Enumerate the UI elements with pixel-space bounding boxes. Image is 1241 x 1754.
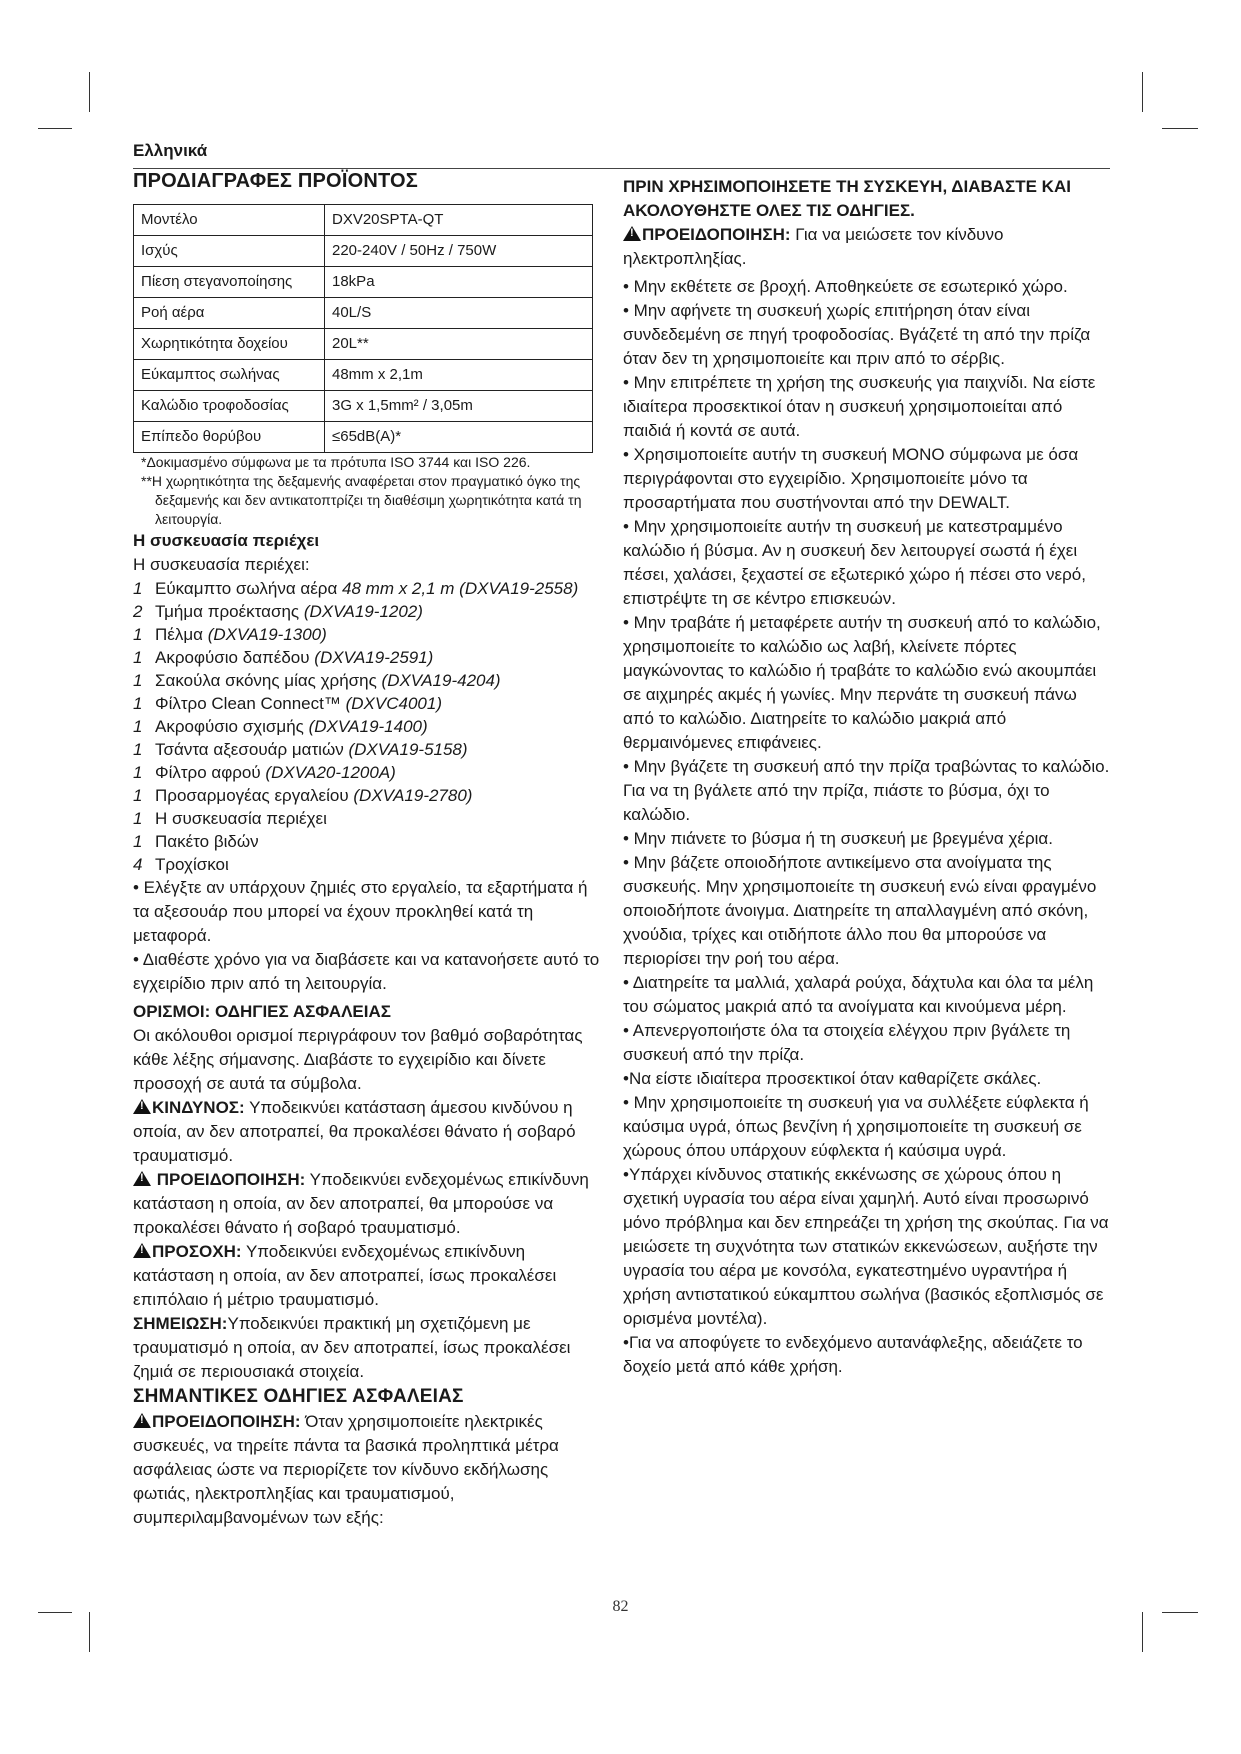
package-list	[133, 577, 608, 876]
crop-mark	[89, 1612, 90, 1652]
list-item: 1 Τσάντα αξεσουάρ ματιών (DXVA19-5158)	[133, 740, 468, 759]
definitions-title: ΟΡΙΣΜΟΙ: ΟΔΗΓΙΕΣ ΑΣΦΑΛΕΙΑΣ	[133, 1002, 391, 1021]
crop-mark	[1142, 1612, 1143, 1652]
list-item: 1 Προσαρμογέας εργαλείου (DXVA19-2780)	[133, 786, 473, 805]
specs-title: ΠΡΟΔΙΑΓΡΑΦΕΣ ΠΡΟΪΟΝΤΟΣ	[133, 170, 418, 192]
list-item: 1 Εύκαμπτο σωλήνα αέρα 48 mm x 2,1 m (DXVA19-2558)	[133, 579, 579, 598]
crop-mark	[1142, 72, 1143, 112]
danger-definition: !ΚΙΝΔΥΝΟΣ: Υποδεικνύει κατάσταση άμεσου κινδύνου η οποία, αν δεν αποτραπεί, θα προκαλέσει θάνατο ή σοβαρό τραυματισμό.	[133, 1096, 608, 1168]
warning-triangle-icon	[133, 1413, 151, 1428]
list-item: 1 Φίλτρο αφρού (DXVA20-1200A)	[133, 763, 396, 782]
list-item: 1 Πακέτο βιδών	[133, 832, 259, 851]
safety-bullet: • Μην τραβάτε ή μεταφέρετε αυτήν τη συσκευή από το καλώδιο, χρησιμοποιείτε το καλώδιο ως λαβή, κλείνετε πόρτες μαγκώνοντας το καλώδιο ή τραβάτε το καλώδιο ενώ ακουμπάει σε αιχμηρές ακμές ή γωνίες. Μην περνάτε τη συσκευή πάνω από το καλώδιο. Διατηρείτε το καλώδιο μακριά από θερμαινόμενες επιφάνειες.	[623, 613, 1101, 752]
warning-triangle-icon	[133, 1171, 151, 1186]
definitions-intro: Οι ακόλουθοι ορισμοί περιγράφουν τον βαθμό σοβαρότητας κάθε λέξης σήμανσης. Διαβάστε το εγχειρίδιο και δίνετε προσοχή σε αυτά τα σύμβολα.	[133, 1026, 583, 1093]
left-column	[133, 140, 608, 1530]
page-number: 82	[612, 1598, 629, 1615]
safety-bullet: • Μην επιτρέπετε τη χρήση της συσκευής για παιχνίδι. Να είστε ιδιαίτερα προσεκτικοί όταν η συσκευή χρησιμοποιείται από παιδιά ή κοντά σε αυτά.	[623, 373, 1096, 440]
table-row: Επίπεδο θορύβου ≤65dB(A)*	[134, 422, 593, 453]
list-item: 1 Σακούλα σκόνης μίας χρήσης (DXVA19-4204)	[133, 671, 501, 690]
warning-triangle-icon	[133, 1243, 151, 1258]
warning-definition: ! ΠΡΟΕΙΔΟΠΟΙΗΣΗ: Υποδεικνύει ενδεχομένως επικίνδυνη κατάσταση η οποία, αν δεν αποτραπεί, θα μπορούσε να προκαλέσει θάνατο ή σοβαρό τραυματισμό.	[133, 1168, 608, 1240]
package-bullet: • Ελέγξτε αν υπάρχουν ζημιές στο εργαλείο, τα εξαρτήματα ή τα αξεσουάρ που μπορεί να έχουν προκληθεί κατά τη μεταφορά.	[133, 878, 588, 945]
crop-mark	[1162, 128, 1198, 129]
safety-bullet: • Μην εκθέτετε σε βροχή. Αποθηκεύετε σε εσωτερικό χώρο.	[623, 277, 1068, 296]
table-row: Εύκαμπτος σωλήνας 48mm x 2,1m	[134, 360, 593, 391]
spec-note: **Η χωρητικότητα της δεξαμενής αναφέρεται στον πραγματικό όγκο της δεξαμενής και δεν αντικατοπτρίζει τη διαθέσιμη χωρητικότητα κατά τη λειτουργία.	[141, 473, 582, 527]
table-row: Ισχύς 220-240V / 50Hz / 750W	[134, 236, 593, 267]
table-row: Καλώδιο τροφοδοσίας 3G x 1,5mm² / 3,05m	[134, 391, 593, 422]
package-title: Η συσκευασία περιέχει	[133, 531, 320, 550]
list-item: 4 Τροχίσκοι	[133, 855, 229, 874]
crop-mark	[38, 128, 72, 129]
package-bullet: • Διαθέστε χρόνο για να διαβάσετε και να κατανοήσετε αυτό το εγχειρίδιο πριν από τη λειτουργία.	[133, 950, 600, 993]
warning-triangle-icon	[133, 1099, 151, 1114]
caution-definition: !ΠΡΟΣΟΧΗ: Υποδεικνύει ενδεχομένως επικίνδυνη κατάσταση η οποία, αν δεν αποτραπεί, ίσως προκαλέσει επιπόλαιο ή μέτριο τραυματισμό.	[133, 1240, 608, 1312]
table-row: Μοντέλο DXV20SPTA-QT	[134, 205, 593, 236]
safety-bullet: • Χρησιμοποιείτε αυτήν τη συσκευή ΜΟΝΟ σύμφωνα με όσα περιγράφονται στο εγχειρίδιο. Χρησιμοποιείτε μόνο τα προσαρτήματα που συστήνονται από την DEWALT.	[623, 445, 1079, 512]
warning-triangle-icon	[623, 226, 641, 241]
safety-bullet: • Μην πιάνετε το βύσμα ή τη συσκευή με βρεγμένα χέρια.	[623, 829, 1053, 848]
table-row: Χωρητικότητα δοχείου 20L**	[134, 329, 593, 360]
safety-bullet: • Απενεργοποιήστε όλα τα στοιχεία ελέγχου πριν βγάλετε τη συσκευή από την πρίζα.	[623, 1021, 1071, 1064]
list-item: 1 Πέλμα (DXVA19-1300)	[133, 625, 327, 644]
safety-bullet: • Μην αφήνετε τη συσκευή χωρίς επιτήρηση όταν είναι συνδεδεμένη σε πηγή τροφοδοσίας. Βγάζετέ τη από την πρίζα όταν δεν τη χρησιμοποιείτε και πριν από το σέρβις.	[623, 301, 1091, 368]
safety-bullet: • Μην βγάζετε τη συσκευή από την πρίζα τραβώντας το καλώδιο. Για να τη βγάλετε από την πρίζα, πιάστε το βύσμα, όχι το καλώδιο.	[623, 757, 1110, 824]
safety-bullet: •Να είστε ιδιαίτερα προσεκτικοί όταν καθαρίζετε σκάλες.	[623, 1069, 1042, 1088]
before-use-title: ΠΡΙΝ ΧΡΗΣΙΜΟΠΟΙΗΣΕΤΕ ΤΗ ΣΥΣΚΕΥΗ, ΔΙΑΒΑΣΤΕ ΚΑΙ ΑΚΟΛΟΥΘΗΣΤΕ ΟΛΕΣ ΤΙΣ ΟΔΗΓΙΕΣ.	[623, 177, 1071, 220]
list-item: 1 Φίλτρο Clean Connect™ (DXVC4001)	[133, 694, 442, 713]
list-item: 1 Ακροφύσιο δαπέδου (DXVA19-2591)	[133, 648, 434, 667]
safety-bullet: • Μην βάζετε οποιοδήποτε αντικείμενο στα ανοίγματα της συσκευής. Μην χρησιμοποιείτε τη συσκευή ενώ είναι φραγμένο οποιοδήποτε άνοιγμα. Διατηρείτε τη απαλλαγμένη από σκόνη, χνούδια, τρίχες και οτιδήποτε άλλο που θα μπορούσε να περιορίσει την ροή του αέρα.	[623, 853, 1097, 968]
important-title: ΣΗΜΑΝΤΙΚΕΣ ΟΔΗΓΙΕΣ ΑΣΦΑΛΕΙΑΣ	[133, 1386, 464, 1407]
table-row: Ροή αέρα 40L/S	[134, 298, 593, 329]
list-item: 1 Η συσκευασία περιέχει	[133, 809, 327, 828]
table-row: Πίεση στεγανοποίησης 18kPa	[134, 267, 593, 298]
language-label: Ελληνικά	[133, 141, 208, 160]
right-column	[623, 175, 1110, 1379]
crop-mark	[89, 72, 90, 112]
specs-table	[133, 204, 593, 453]
important-warning: !ΠΡΟΕΙΔΟΠΟΙΗΣΗ: Όταν χρησιμοποιείτε ηλεκτρικές συσκευές, να τηρείτε πάντα τα βασικά προληπτικά μέτρα ασφάλειας ώστε να περιορίζετε τον κίνδυνο εκδήλωσης φωτιάς, ηλεκτροπληξίας και τραυματισμού, συμπεριλαμβανομένων των εξής:	[133, 1410, 608, 1530]
safety-bullet: • Μην χρησιμοποιείτε αυτήν τη συσκευή με κατεστραμμένο καλώδιο ή βύσμα. Αν η συσκευή δεν λειτουργεί σωστά ή έχει πέσει, χαλάσει, ξεχαστεί σε εξωτερικό χώρο ή πέσει στο νερό, επιστρέψτε τη σε κέντρο επισκευών.	[623, 517, 1086, 608]
safety-bullet: •Για να αποφύγετε το ενδεχόμενο αυτανάφλεξης, αδειάζετε το δοχείο μετά από κάθε χρήση.	[623, 1333, 1083, 1376]
spec-note: *Δοκιμασμένο σύμφωνα με τα πρότυπα ISO 3744 και ISO 226.	[141, 454, 531, 470]
safety-bullet: •Υπάρχει κίνδυνος στατικής εκκένωσης σε χώρους όπου η σχετική υγρασία του αέρα είναι χαμηλή. Αυτό είναι προσωρινό μόνο πρόβλημα και δεν επηρεάζει τη χρήση της σκούπας. Για να μειώσετε τη συχνότητα των στατικών εκκενώσεων, αυξήστε την υγρασία του αέρα με κονσόλα, εγκατεστημένο υγραντήρα ή χρήση αντιστατικού εύκαμπτου σωλήνα (βασικός εξοπλισμός σε ορισμένα μοντέλα).	[623, 1165, 1109, 1328]
notice-definition: ΣΗΜΕΙΩΣΗ:Υποδεικνύει πρακτική μη σχετιζόμενη με τραυματισμό η οποία, αν δεν αποτραπεί, ίσως προκαλέσει ζημιά σε περιουσιακά στοιχεία.	[133, 1314, 571, 1381]
before-use-warning: !ΠΡΟΕΙΔΟΠΟΙΗΣΗ: Για να μειώσετε τον κίνδυνο ηλεκτροπληξίας.	[623, 223, 1110, 271]
list-item: 2 Τμήμα προέκτασης (DXVA19-1202)	[133, 602, 423, 621]
list-item: 1 Ακροφύσιο σχισμής (DXVA19-1400)	[133, 717, 428, 736]
safety-bullet: • Μην χρησιμοποιείτε τη συσκευή για να συλλέξετε εύφλεκτα ή καύσιμα υγρά, όπως βενζίνη ή χρησιμοποιείτε τη συσκευή σε χώρους όπου υπάρχουν εύφλεκτα ή καύσιμα υγρά.	[623, 1093, 1089, 1160]
package-intro: Η συσκευασία περιέχει:	[133, 555, 310, 574]
safety-bullet: • Διατηρείτε τα μαλλιά, χαλαρά ρούχα, δάχτυλα και όλα τα μέλη του σώματος μακριά από τα ανοίγματα και κινούμενα μέρη.	[623, 973, 1094, 1016]
